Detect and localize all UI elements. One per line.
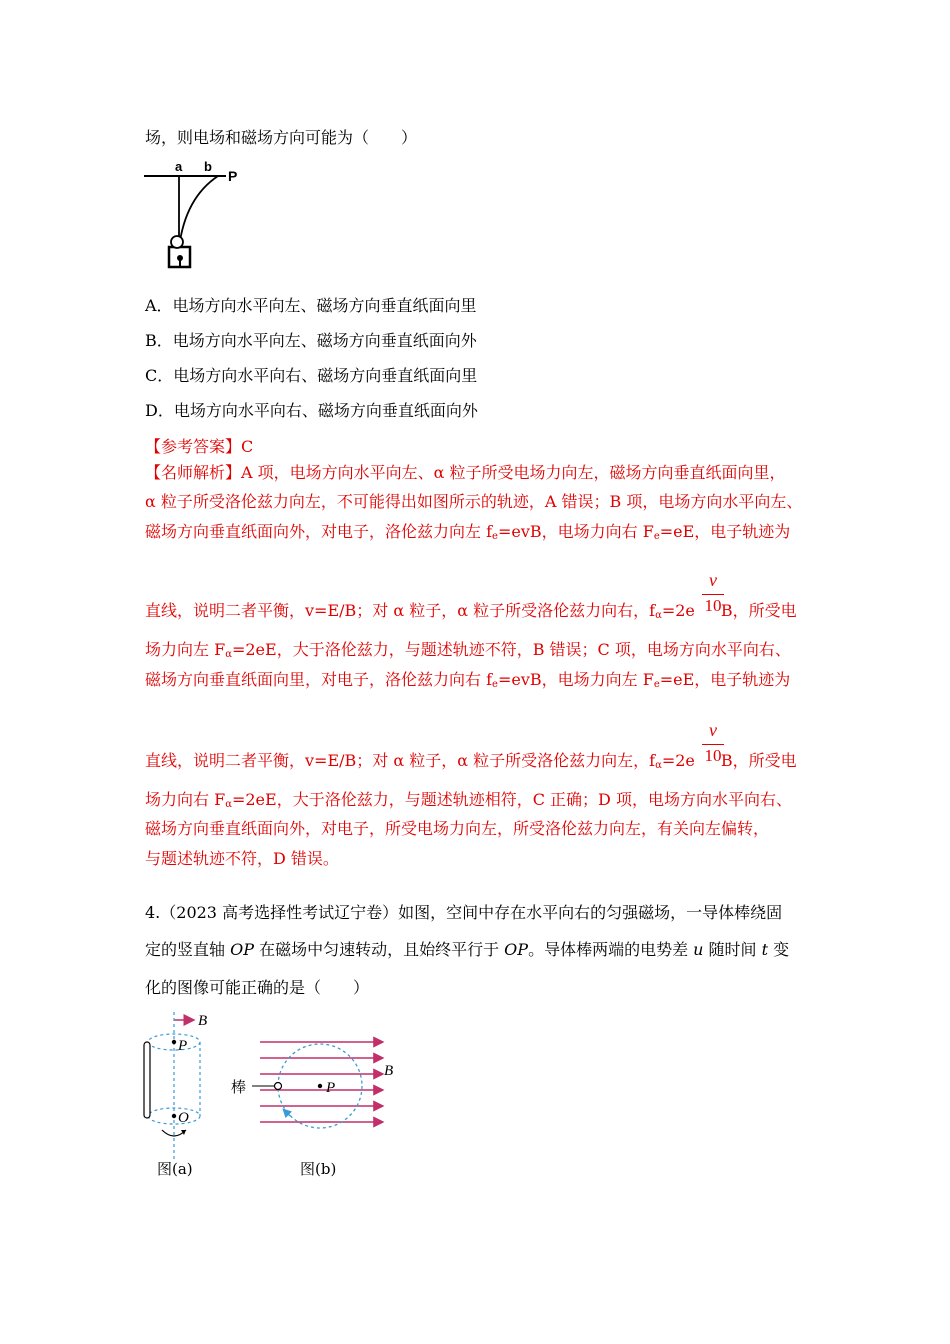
label-b-fig-b: B [384,1063,394,1079]
question-4-line-2: 定的竖直轴 OP 在磁场中匀速转动，且始终平行于 OP。导体棒两端的电势差 u 随时间 t 变 [145,940,790,959]
option-a: A．电场方向水平向左、磁场方向垂直纸面向里 [145,296,477,315]
analysis-line-5: 场力向左 $F_\alpha=2eE$，大于洛伦兹力，与题述轨迹不符，B 错误；C 项，电场方向水平向右、 [145,640,791,660]
question-3-stem-tail: 场，则电场和磁场方向可能为（ ） [145,128,418,147]
figure-a-cylinder [138,1012,228,1162]
label-b: b [204,159,212,174]
option-c: C．电场方向水平向右、磁场方向垂直纸面向里 [145,366,478,385]
analysis-line-9: 磁场方向垂直纸面向外，对电子，所受电场力向左，所受洛伦兹力向左，有关向左偏转， [145,819,770,838]
label-a: a [175,159,183,174]
analysis-line-7: 直线，说明二者平衡，v=E/B；对 α 粒子，α 粒子所受洛伦兹力向左，$f_\alpha=2e$ B，所受电 [145,751,797,771]
reference-answer: 【参考答案】C [145,437,254,456]
caption-fig-a: 图(a) [157,1160,193,1178]
figure-b-top-view [228,1030,398,1145]
label-o-fig-a: O [178,1110,189,1126]
label-p-fig-b: P [326,1080,336,1096]
analysis-line-2: α 粒子所受洛伦兹力向左，不可能得出如图所示的轨迹，A 错误；B 项，电场方向水平向左、 [145,492,803,511]
analysis-line-4: 直线，说明二者平衡，v=E/B；对 α 粒子，α 粒子所受洛伦兹力向右，$f_\alpha=2e$ B，所受电 [145,601,797,621]
label-p-fig-a: P [178,1038,188,1054]
question-4-line-3: 化的图像可能正确的是（ ） [145,978,370,997]
analysis-line-10: 与题述轨迹不符，D 错误。 [145,849,339,868]
label-p: P [228,168,238,184]
caption-fig-b: 图(b) [300,1160,337,1178]
trajectory-figure [140,158,250,273]
analysis-line-1: 【名师解析】A 项，电场方向水平向左、α 粒子所受电场力向左，磁场方向垂直纸面向里， [145,463,786,482]
option-b: B．电场方向水平向左、磁场方向垂直纸面向外 [145,331,477,350]
analysis-line-8: 场力向右 $F_\alpha=2eE$，大于洛伦兹力，与题述轨迹相符，C 正确；D 项，电场方向水平向右、 [145,790,792,810]
option-d: D．电场方向水平向右、磁场方向垂直纸面向外 [145,401,478,420]
analysis-line-3: 磁场方向垂直纸面向外，对电子，洛伦兹力向左 $f_e=evB$，电场力向右 $F_e=eE$，电子轨迹为 [145,522,791,542]
label-b-fig-a: B [198,1013,208,1029]
question-4-line-1: 4.（2023 高考选择性考试辽宁卷）如图，空间中存在水平向右的匀强磁场，一导体棒绕固 [145,903,783,922]
label-rod: 棒 [231,1078,247,1096]
document-page: 场，则电场和磁场方向可能为（ ） a b P A．电场方向水平向左、磁场方向垂直纸面向里 B．电场方向水平向左、磁场方向垂直纸面向外 C．电场方向水平向右、磁场方向垂直纸面向里 D．电场方向水平向右、磁场方向垂直纸面向外 【参考答案】C 【名师解析】A 项，电场方向水平向左、α 粒子所受电场力向左，磁场方向垂直纸面向里， α 粒子所受洛伦兹力向左，不可能得出如图所示的轨迹，A 错误；B 项，电场方向水平向左、 磁场方向垂直纸面向外，对电子，洛伦兹力向左 $f_e=evB$，电场力向右 $F_e=eE$，电子轨迹为 v 10 直线，说明二者平衡，v=E/B；对 α 粒子，α 粒子所受洛伦兹力向右，$f_\alpha=2e$ B，所受电 场力向左 $F_\alpha=2eE$，大于洛伦兹力，与题述轨迹不符，B 错误；C 项，电场方向水平向右、 磁场方向垂直纸面向里，对电子，洛伦兹力向右 $f_e=evB$，电场力向左 $F_e=eE$，电子轨迹为 v 10 直线，说明二者平衡，v=E/B；对 α 粒子，α 粒子所受洛伦兹力向左，$f_\alpha=2e$ B，所受电 场力向右 $F_\alpha=2eE$，大于洛伦兹力，与题述轨迹相符，C 正确；D 项，电场方向水平向右、 磁场方向垂直纸面向外，对电子，所受电场力向左，所受洛伦兹力向左，有关向左偏转， 与题述轨迹不符，D 错误。 4.（2023 高考选择性考试辽宁卷）如图，空间中存在水平向右的匀强磁场，一导体棒绕固 定的竖直轴 OP 在磁场中匀速转动，且始终平行于 OP。导体棒两端的电势差 u 随时间 t 变 化的图像可能正确的是（ ） B P O 图(a) P B 棒 图(b) [0,0,950,1344]
analysis-line-6: 磁场方向垂直纸面向里，对电子，洛伦兹力向右 $f_e=evB$，电场力向左 $F_e=eE$，电子轨迹为 [145,670,791,690]
